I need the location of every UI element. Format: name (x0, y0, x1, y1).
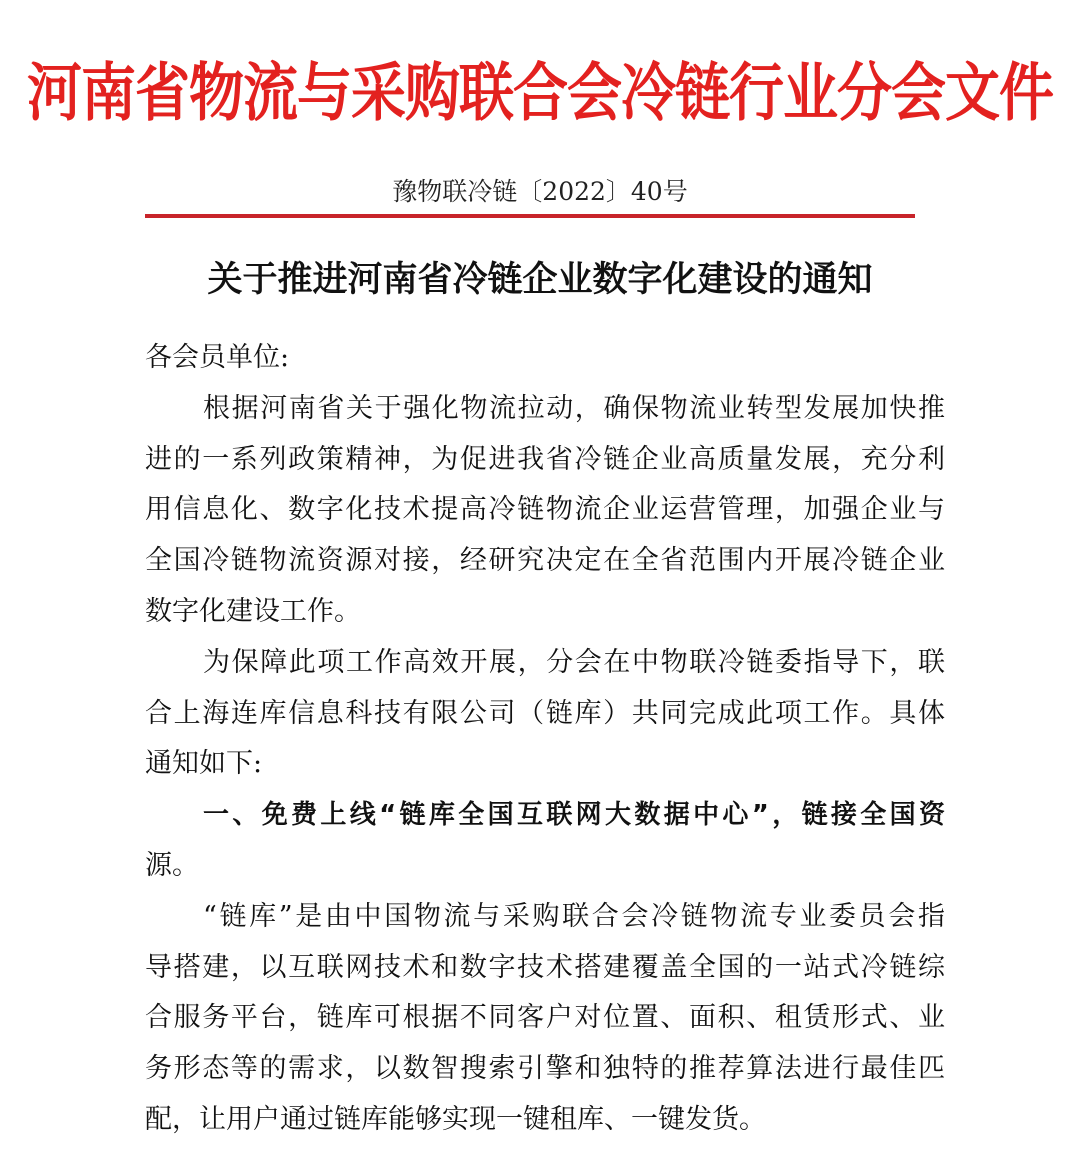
paragraph-line: 通知如下: (145, 748, 263, 780)
red-divider (145, 214, 915, 218)
paragraph-line: 导搭建，以互联网技术和数字技术搭建覆盖全国的一站式冷链综 (145, 951, 945, 983)
paragraph-line: 务形态等的需求，以数智搜索引擎和独特的推荐算法进行最佳匹 (145, 1053, 945, 1085)
issuing-organization: 河南省物流与采购联合会冷链行业分会文件 (26, 55, 1053, 130)
paragraph-line: 全国冷链物流资源对接，经研究决定在全省范围内开展冷链企业 (145, 545, 945, 577)
notice-title: 关于推进河南省冷链企业数字化建设的通知 (207, 260, 873, 300)
section-heading-line: 源。 (145, 849, 199, 881)
paragraph-line: 数字化建设工作。 (145, 595, 361, 627)
salutation: 各会员单位: (145, 342, 290, 373)
section-heading-line: 一、免费上线“链库全国互联网大数据中心”，链接全国资 (203, 800, 945, 831)
paragraph-line: 为保障此项工作高效开展，分会在中物联冷链委指导下，联 (203, 646, 945, 678)
paragraph-line: 配，让用户通过链库能够实现一键租库、一键发货。 (145, 1103, 766, 1135)
paragraph-line: 合服务平台，链库可根据不同客户对位置、面积、租赁形式、业 (145, 1002, 945, 1034)
paragraph-line: “链库”是由中国物流与采购联合会冷链物流专业委员会指 (203, 900, 945, 932)
notice-body (145, 336, 945, 1149)
paragraph-line: 合上海连库信息科技有限公司（链库）共同完成此项工作。具体 (145, 697, 945, 729)
paragraph-line: 用信息化、数字化技术提高冷链物流企业运营管理，加强企业与 (145, 494, 945, 526)
document-number: 豫物联冷链〔2022〕40号 (392, 177, 688, 206)
paragraph-line: 进的一系列政策精神，为促进我省冷链企业高质量发展，充分利 (145, 443, 945, 475)
paragraph-line: 根据河南省关于强化物流拉动，确保物流业转型发展加快推 (203, 392, 945, 424)
